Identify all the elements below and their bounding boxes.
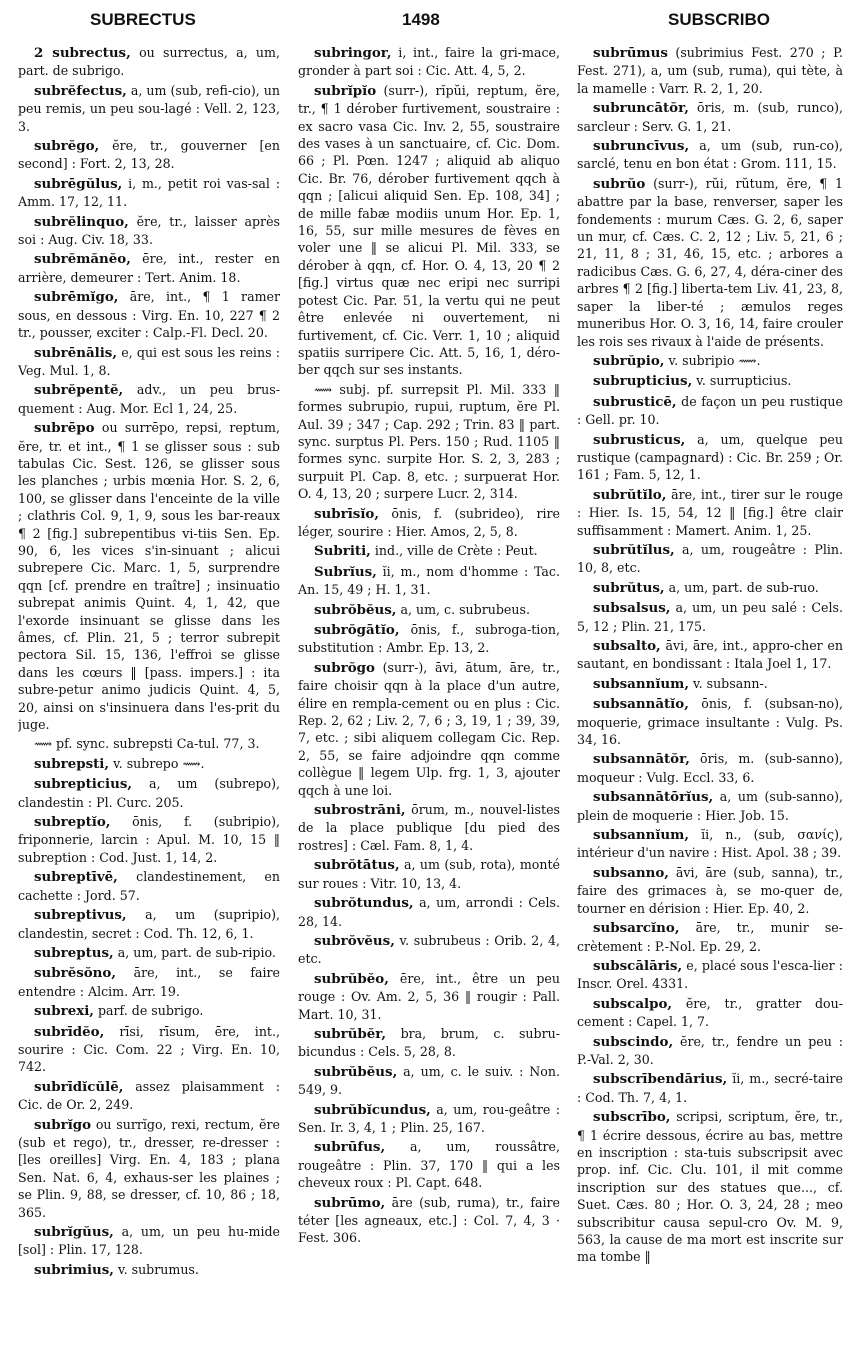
- dictionary-entry: [18, 213, 280, 249]
- entry-definition: ĕre, tr., gratter dou-cement : Capel. 1, 7.: [577, 995, 843, 1030]
- dictionary-entry: [18, 288, 280, 341]
- dictionary-entry: [298, 659, 560, 799]
- dictionary-entry: [577, 541, 843, 577]
- dictionary-entry: [18, 1261, 280, 1279]
- entry-definition: (surr-), rŭi, rŭtum, ĕre, ¶ 1 abattre par la base, renverser, saper les fondements : murum Cæs. G. 2, 6, saper un mur, cf. Cæs. C. 2, 12 ; Liv. 5, 21, 6 ; 21, 11, 8 ; 31, 46, 15, etc. ; arbores a radicibus Cæs. G. 6, 27, 4, déra-ciner des arbres ¶ 2 [fig.] liberta-tem Liv. 41, 23, 8, saper la liber-té ; æmulos reges muneribus Hor. O. 3, 16, 14, faire crouler les rois ses rivaux à l'aide de présents.: [577, 175, 843, 349]
- entry-headword: subsannātōrĭus,: [593, 789, 714, 806]
- page-header: [18, 6, 840, 34]
- dictionary-entry: [298, 542, 560, 560]
- entry-headword: subrostrāni,: [314, 802, 406, 819]
- entry-headword: subreptīvē,: [34, 869, 118, 886]
- entry-definition: rīsi, rīsum, ēre, int., sourire : Cic. Com. 22 ; Virg. En. 10, 742.: [18, 1023, 280, 1075]
- entry-headword: subrĕpentĕ,: [34, 382, 124, 399]
- entry-headword: subscrībo,: [593, 1109, 671, 1126]
- dictionary-entry: [18, 44, 280, 80]
- entry-headword: subrīdĭcŭlē,: [34, 1078, 124, 1095]
- entry-headword: subrĕsŏno,: [34, 965, 117, 982]
- entry-headword: subrŭo: [593, 175, 646, 192]
- dictionary-entry: [298, 601, 560, 619]
- entry-headword: subrepsti,: [34, 755, 110, 772]
- entry-definition: ĭi, m., nom d'homme : Tac. An. 15, 49 ; H. 1, 31.: [298, 563, 560, 598]
- entry-headword: subrīsĭo,: [314, 505, 379, 522]
- dictionary-entry: [18, 1223, 280, 1259]
- dictionary-entry: [577, 864, 843, 917]
- dictionary-entry: [577, 486, 843, 539]
- entry-headword: subreptĭo,: [34, 814, 111, 831]
- dictionary-entry: [18, 1002, 280, 1020]
- dictionary-entry: [298, 563, 560, 599]
- entry-headword: subrēnālis,: [34, 344, 117, 361]
- entry-definition: a, um, part. de sub-ruo.: [664, 579, 819, 595]
- dictionary-entry: [577, 995, 843, 1031]
- dictionary-entry: [18, 964, 280, 1000]
- dictionary-entry: [298, 1101, 560, 1137]
- entry-definition: i, m., petit roi vas-sal : Amm. 17, 12, 11.: [18, 175, 280, 210]
- entry-definition: āre, int., ¶ 1 ramer sous, en dessous : Virg. En. 10, 227 ¶ 2 tr., pousser, exciter : Calp.-Fl. Decl. 20.: [18, 289, 280, 341]
- dictionary-entry: [577, 919, 843, 955]
- dictionary-entry: [18, 813, 280, 866]
- running-head-right: SUBSCRIBO: [667, 10, 770, 29]
- dictionary-entry: [18, 735, 280, 752]
- entry-definition: e, placé sous l'esca-lier : Inscr. Orel. 4331.: [577, 957, 843, 992]
- entry-definition: ĕre, tr., laisser après soi : Aug. Civ. 18, 33.: [18, 213, 280, 248]
- entry-definition: v. subrepo ⟿.: [109, 755, 205, 771]
- entry-headword: subrĭgŭus,: [34, 1224, 114, 1240]
- entry-definition: ou surrĭgo, rexi, rectum, ĕre (sub et rego), tr., dresser, re-dresser : [les oreilles] Virg. En. 4, 183 ; plana Sen. Nat. 6, 4, exhaus-ser les plaines ; se Plin. 9, 88, se dresser, cf. 10, 86 ; 18, 365.: [18, 1116, 280, 1220]
- entry-headword: subsarcĭno,: [593, 920, 680, 937]
- dictionary-entry: [298, 1194, 560, 1247]
- entry-headword: subrŭbĭcundus,: [314, 1101, 431, 1118]
- entry-headword: subrŭtĭlo,: [593, 486, 667, 503]
- entry-headword: subrĕgo,: [34, 138, 100, 155]
- entry-headword: subreptivus,: [34, 907, 127, 924]
- dictionary-entry: [298, 894, 560, 930]
- running-head-left: SUBRECTUS: [90, 10, 196, 29]
- entry-headword: Subriti,: [314, 543, 371, 560]
- entry-definition: v. subrubeus : Orib. 2, 4, etc.: [298, 932, 560, 967]
- entry-definition: a, um (supripio), clandestin, secret : Cod. Th. 12, 6, 1.: [18, 907, 280, 941]
- dictionary-entry: [18, 344, 280, 380]
- entry-definition: āvi, āre (sub, sanna), tr., faire des grimaces à, se mo-quer de, tourner en dérision : Hier. Ep. 40, 2.: [577, 864, 843, 916]
- entry-headword: subrexi,: [34, 1003, 94, 1020]
- dictionary-entry: [577, 788, 843, 824]
- entry-headword: subrĕlinquo,: [34, 213, 129, 230]
- entry-headword: subrŏbĕus,: [314, 601, 397, 618]
- entry-definition: ōrum, m., nouvel-listes de la place publique [du pied des rostres] : Cæl. Fam. 8, 1, 4.: [298, 802, 560, 853]
- entry-definition: a, um, c. subrubeus.: [396, 601, 530, 617]
- dictionary-entry: [298, 970, 560, 1023]
- entry-headword: subrĕmănĕo,: [34, 251, 131, 268]
- dictionary-entry: [577, 352, 843, 370]
- entry-headword: subrĕfectus,: [34, 82, 127, 99]
- entry-headword: subruncīvus,: [593, 138, 690, 155]
- dictionary-entry: [577, 599, 843, 635]
- entry-headword: subrŏgo: [314, 659, 375, 676]
- entry-definition: a, um (sub-sanno), plein de moquerie : Hier. Job. 15.: [577, 789, 843, 823]
- dictionary-entry: [298, 381, 560, 503]
- dictionary-entry: [298, 621, 560, 657]
- dictionary-entry: [577, 44, 843, 97]
- entry-definition: āre (sub, ruma), tr., faire téter [les agneaux, etc.] : Col. 7, 4, 3 · Fest. 306.: [298, 1194, 560, 1246]
- entry-headword: subrupticius,: [593, 373, 693, 390]
- page-number: 1498: [402, 10, 440, 29]
- entry-definition: a, um (sub, run-co), sarclé, tenu en bon état : Grom. 111, 15.: [577, 138, 843, 172]
- entry-headword: subrŭbĕus,: [314, 1063, 398, 1080]
- entry-headword: subrĭgo: [34, 1116, 92, 1133]
- entry-definition: a, um (sub, rota), monté sur roues : Vitr. 10, 13, 4.: [298, 857, 560, 891]
- entry-headword: subrŭbĕo,: [314, 970, 389, 987]
- entry-headword: subrŏtātus,: [314, 857, 400, 874]
- entry-definition: āre, tr., munir se-crètement : P.-Nol. Ep. 29, 2.: [577, 920, 843, 954]
- entry-headword: subrimius,: [34, 1261, 114, 1278]
- dictionary-entry: [18, 137, 280, 173]
- dictionary-entry: [18, 175, 280, 211]
- entry-definition: ou surrectus, a, um, part. de subrigo.: [18, 45, 280, 79]
- entry-headword: subrusticē,: [593, 393, 677, 410]
- entry-headword: subrēgŭlus,: [34, 175, 123, 192]
- entry-definition: parf. de subrigo.: [93, 1003, 204, 1019]
- entry-headword: subrēmĭgo,: [34, 289, 119, 306]
- dictionary-entry: [18, 906, 280, 942]
- entry-headword: subsalsus,: [593, 600, 671, 617]
- dictionary-entry: [298, 82, 560, 379]
- entry-headword: subscindo,: [593, 1033, 674, 1050]
- entry-definition: v. subrumus.: [113, 1261, 199, 1277]
- dictionary-entry: [577, 637, 843, 673]
- entry-definition: v. subsann-.: [688, 675, 768, 691]
- entry-headword: subsanno,: [593, 864, 669, 881]
- column-2: [298, 44, 560, 1346]
- column-3: [577, 44, 843, 1346]
- dictionary-entry: [298, 801, 560, 854]
- entry-headword: subrĭpĭo: [314, 82, 377, 99]
- entry-headword: subruncātŏr,: [593, 100, 689, 117]
- entry-definition: ōnis, f. (subripio), friponnerie, larcin : Apul. M. 10, 15 ‖ subreption : Cod. Just. 1, 14, 2.: [18, 814, 280, 865]
- dictionary-entry: [18, 250, 280, 286]
- entry-definition: ēre, int., rester en arrière, demeurer : Tert. Anim. 18.: [18, 251, 280, 285]
- dictionary-entry: [577, 826, 843, 862]
- dictionary-entry: [577, 1070, 843, 1106]
- entry-definition: a, um, part. de sub-ripio.: [113, 944, 276, 960]
- dictionary-entry: [18, 1023, 280, 1076]
- dictionary-entry: [18, 381, 280, 417]
- entry-headword: subscālāris,: [593, 957, 683, 974]
- entry-headword: subsalto,: [593, 638, 661, 654]
- entry-headword: subrŭpio,: [593, 352, 665, 369]
- entry-headword: subrūfus,: [314, 1139, 386, 1156]
- entry-headword: subscrībendārius,: [593, 1071, 728, 1088]
- entry-headword: subsannĭum,: [593, 827, 689, 844]
- entry-headword: subrūmus: [593, 45, 668, 61]
- entry-definition: a, um, roussâtre, rougeâtre : Plin. 37, 170 ‖ qui a les cheveux roux : Pl. Capt. 648.: [298, 1139, 560, 1191]
- entry-definition: scripsi, scriptum, ĕre, tr., ¶ 1 écrire dessous, écrire au bas, mettre en inscription : sta-tuis subscripsit avec prop. inf. Cic. Clu. 101, il mit comme inscription sur des statues que..., cf. Suet. Cæs. 80 ; Hor. O. 3, 24, 28 ; meo subscribitur causa sepul-cro Ov. M. 9, 563, la cause de ma mort est inscrite sur ma tombe ‖: [577, 1109, 843, 1265]
- dictionary-entry: [18, 419, 280, 733]
- dictionary-entry: [577, 99, 843, 135]
- dictionary-entry: [577, 1033, 843, 1069]
- dictionary-entry: [577, 175, 843, 350]
- entry-definition: e, qui est sous les reins : Veg. Mul. 1, 8.: [18, 344, 280, 378]
- dictionary-entry: [577, 750, 843, 786]
- entry-definition: assez plaisamment : Cic. de Or. 2, 249.: [18, 1078, 280, 1113]
- entry-definition: ōnis, f. (subsan-no), moquerie, grimace insultante : Vulg. Ps. 34, 16.: [577, 696, 843, 748]
- entry-definition: clandestinement, en cachette : Jord. 57.: [18, 869, 280, 903]
- entry-definition: bra, brum, c. subru-bicundus : Cels. 5, 28, 8.: [298, 1025, 560, 1060]
- dictionary-entry: [577, 1108, 843, 1266]
- entry-definition: āre, int., tirer sur le rouge : Hier. Is. 15, 54, 12 ‖ [fig.] être clair suffisamment : Mamert. Anim. 1, 25.: [577, 486, 843, 538]
- entry-headword: subrēpo: [34, 420, 95, 437]
- dictionary-entry: [18, 1078, 280, 1114]
- dictionary-entry: [18, 1116, 280, 1221]
- entry-definition: a, um, un peu hu-mide [sol] : Plin. 17, 128.: [18, 1224, 280, 1258]
- entry-headword: 2 subrectus,: [34, 45, 131, 61]
- entry-definition: a, um, quelque peu rustique (campagnard) : Cic. Br. 259 ; Or. 161 ; Fam. 5, 12, 1.: [577, 431, 843, 483]
- dictionary-entry: [577, 957, 843, 993]
- dictionary-entry: [18, 775, 280, 811]
- entry-definition: (surr-), āvi, ātum, āre, tr., faire choisir qqn à la place d'un autre, élire en rempla-cement ou en plus : Cic. Rep. 2, 62 ; Liv. 2, 7, 6 ; 3, 19, 1 ; 39, 39, 7, etc. ; sibi aliquem collegam Cic. Rep. 2, 55, se faire adjoindre qqn comme collègue ‖ legem Ulp. frg. 1, 3, ajouter qqch à une loi.: [298, 659, 560, 798]
- entry-definition: a, um, rougeâtre : Plin. 10, 8, etc.: [577, 541, 843, 576]
- entry-definition: v. subripio ⟿.: [664, 352, 761, 368]
- dictionary-entry: [298, 44, 560, 80]
- dictionary-entry: [577, 431, 843, 484]
- entry-headword: subrŭtus,: [593, 579, 665, 596]
- entry-headword: subscalpo,: [593, 995, 673, 1012]
- entry-definition: ou surrēpo, repsi, reptum, ĕre, tr. et int., ¶ 1 se glisser sous : sub tabulas Cic. Sest. 126, se glisser sous les planches ; urbis mœnia Hor. S. 2, 6, 100, se glisser dans l'enceinte de la ville ; clathris Col. 9, 1, 9, sous les bar-reaux ¶ 2 [fig.] subrepentibus vi-tiis Sen. Ep. 90, 6, les vices s'in-sinuant ; alicui subrepere Cic. Marc. 1, 5, surprendre qqn [cf. prendre en traître] ; insinuatio subrepat animis Quint. 4, 1, 42, que l'exorde insinuant se glisse dans les âmes, cf. Plin. 21, 5 ; terror subrepit pectora Sil. 15, 136, l'effroi se glisse dans les cœurs ‖ [pass. impers.] : ita subre-petur animo judicis Quint. 4, 5, 20, ainsi on s'insinuera dans l'es-prit du juge.: [18, 420, 280, 733]
- entry-definition: ĕre, tr., gouverner [en second] : Fort. 2, 13, 28.: [18, 138, 280, 172]
- column-1: [18, 44, 280, 1346]
- entry-headword: subsannātĭo,: [593, 696, 689, 713]
- entry-definition: (surr-), rĭpŭi, reptum, ĕre, tr., ¶ 1 dérober furtivement, soustraire : ex sacro vasa Cic. Inv. 2, 55, soustraire des vases à un sanctuaire, cf. Cic. Dom. 66 ; Pl. Pœn. 1247 ; aliquid ab aliquo Cic. Br. 76, dérober furtivement qqch à qqn ; [alicui aliquid Sen. Ep. 108, 34] ; de mille fabæ modiis unum Hor. Ep. 1, 16, 55, sur mille mesures de fèves en voler une ‖ se alicui Pl. Mil. 333, se dérober à qqn, cf. Hor. O. 4, 13, 20 ¶ 2 [fig.] virtus quæ nec eripi nec surripi potest Cic. Par. 51, la vertu qui ne peut être enlevée ni ouvertement, ni furtivement, cf. Cic. Verr. 1, 10 ; aliquid spatiis surripere Cic. Att. 5, 16, 1, déro-ber qqch sur ses instants.: [298, 82, 560, 378]
- entry-definition: ōris, m. (sub, runco), sarcleur : Serv. G. 1, 21.: [577, 100, 843, 134]
- entry-definition: adv., un peu brus-quement : Aug. Mor. Ecl 1, 24, 25.: [18, 382, 280, 416]
- entry-definition: ĕre, tr., fendre un peu : P.-Val. 2, 30.: [577, 1033, 843, 1067]
- entry-definition: a, um, un peu salé : Cels. 5, 12 ; Plin. 21, 175.: [577, 600, 843, 634]
- dictionary-entry: [577, 137, 843, 173]
- entry-headword: subrŭtĭlus,: [593, 541, 675, 558]
- entry-definition: ĭi, m., secré-taire : Cod. Th. 7, 4, 1.: [577, 1071, 843, 1105]
- entry-definition: ōris, m. (sub-sanno), moqueur : Vulg. Eccl. 33, 6.: [577, 751, 843, 785]
- entry-definition: ĭi, n., (sub, σανίς), intérieur d'un navire : Hist. Apol. 38 ; 39.: [577, 827, 843, 861]
- dictionary-entry: [18, 82, 280, 135]
- entry-headword: subsannĭum,: [593, 675, 689, 692]
- entry-definition: āvi, āre, int., appro-cher en sautant, en bondissant : Itala Joel 1, 17.: [577, 638, 843, 672]
- entry-headword: subreptus,: [34, 944, 114, 961]
- entry-definition: a, um, c. le suiv. : Non. 549, 9.: [298, 1063, 560, 1098]
- entry-headword: subrūmo,: [314, 1194, 386, 1211]
- entry-definition: a, um (subrepo), clandestin : Pl. Curc. 205.: [18, 776, 280, 810]
- entry-definition: āre, int., se faire entendre : Alcim. Arr. 19.: [18, 965, 280, 999]
- entry-definition: ōnis, f. (subrideo), rire léger, sourire : Hier. Amos, 2, 5, 8.: [298, 505, 560, 539]
- dictionary-entry: [298, 856, 560, 892]
- dictionary-entry: [298, 1025, 560, 1061]
- entry-definition: ēre, int., être un peu rouge : Ov. Am. 2, 5, 36 ‖ rougir : Pall. Mart. 10, 31.: [298, 970, 560, 1022]
- entry-definition: ⟿ pf. sync. subrepsti Ca-tul. 77, 3.: [34, 736, 260, 752]
- dictionary-entry: [298, 1138, 560, 1191]
- entry-headword: subrŏtundus,: [314, 895, 414, 912]
- entry-definition: a, um, rou-geâtre : Sen. Ir. 3, 4, 1 ; Plin. 25, 167.: [298, 1101, 560, 1135]
- entry-definition: (subrimius Fest. 270 ; P. Fest. 271), a, um (sub, ruma), qui tète, à la mamelle : Varr. R. 2, 1, 20.: [577, 45, 843, 96]
- entry-headword: subrīdĕo,: [34, 1023, 105, 1040]
- entry-definition: v. surrupticius.: [692, 373, 792, 389]
- dictionary-entry: [577, 393, 843, 429]
- entry-headword: subsannātŏr,: [593, 751, 690, 768]
- dictionary-entry: [577, 372, 843, 390]
- dictionary-entry: [577, 675, 843, 693]
- entry-headword: subrepticius,: [34, 776, 133, 793]
- entry-definition: ind., ville de Crète : Peut.: [370, 543, 538, 559]
- entry-headword: subrŏvĕus,: [314, 932, 395, 949]
- entry-definition: ⟿ subj. pf. surrepsit Pl. Mil. 333 ‖ formes subrupio, rupui, ruptum, ĕre Pl. Aul. 39 ; 347 ; Cap. 292 ; Trin. 83 ‖ part. sync. surptus Pl. Pers. 150 ; Rud. 1105 ‖ formes sync. surpite Hor. S. 2, 3, 283 ; surpuit Pl. Cap. 8, etc. ; surpuerat Hor. O. 4, 13, 20 ; surpere Lucr. 2, 314.: [298, 381, 560, 502]
- dictionary-entry: [577, 695, 843, 748]
- entry-headword: Subrĭus,: [314, 563, 377, 580]
- entry-definition: a, um (sub, refi-cio), un peu remis, un peu sou-lagé : Vell. 2, 123, 3.: [18, 82, 280, 134]
- entry-headword: subrusticus,: [593, 431, 686, 448]
- entry-headword: subringor,: [314, 45, 392, 61]
- entry-headword: subrŭbĕr,: [314, 1025, 387, 1042]
- entry-definition: ōnis, f., subroga-tion, substitution : Ambr. Ep. 13, 2.: [298, 622, 560, 656]
- dictionary-entry: [18, 755, 280, 773]
- dictionary-entry: [18, 868, 280, 904]
- entry-definition: de façon un peu rustique : Gell. pr. 10.: [577, 393, 843, 428]
- entry-definition: a, um, arrondi : Cels. 28, 14.: [298, 895, 560, 929]
- dictionary-entry: [298, 1063, 560, 1099]
- dictionary-entry: [18, 944, 280, 962]
- entry-definition: i, int., faire la gri-mace, gronder à part soi : Cic. Att. 4, 5, 2.: [298, 45, 560, 79]
- entry-headword: subrŏgātĭo,: [314, 622, 400, 638]
- dictionary-entry: [577, 579, 843, 597]
- dictionary-entry: [298, 505, 560, 541]
- dictionary-entry: [298, 932, 560, 968]
